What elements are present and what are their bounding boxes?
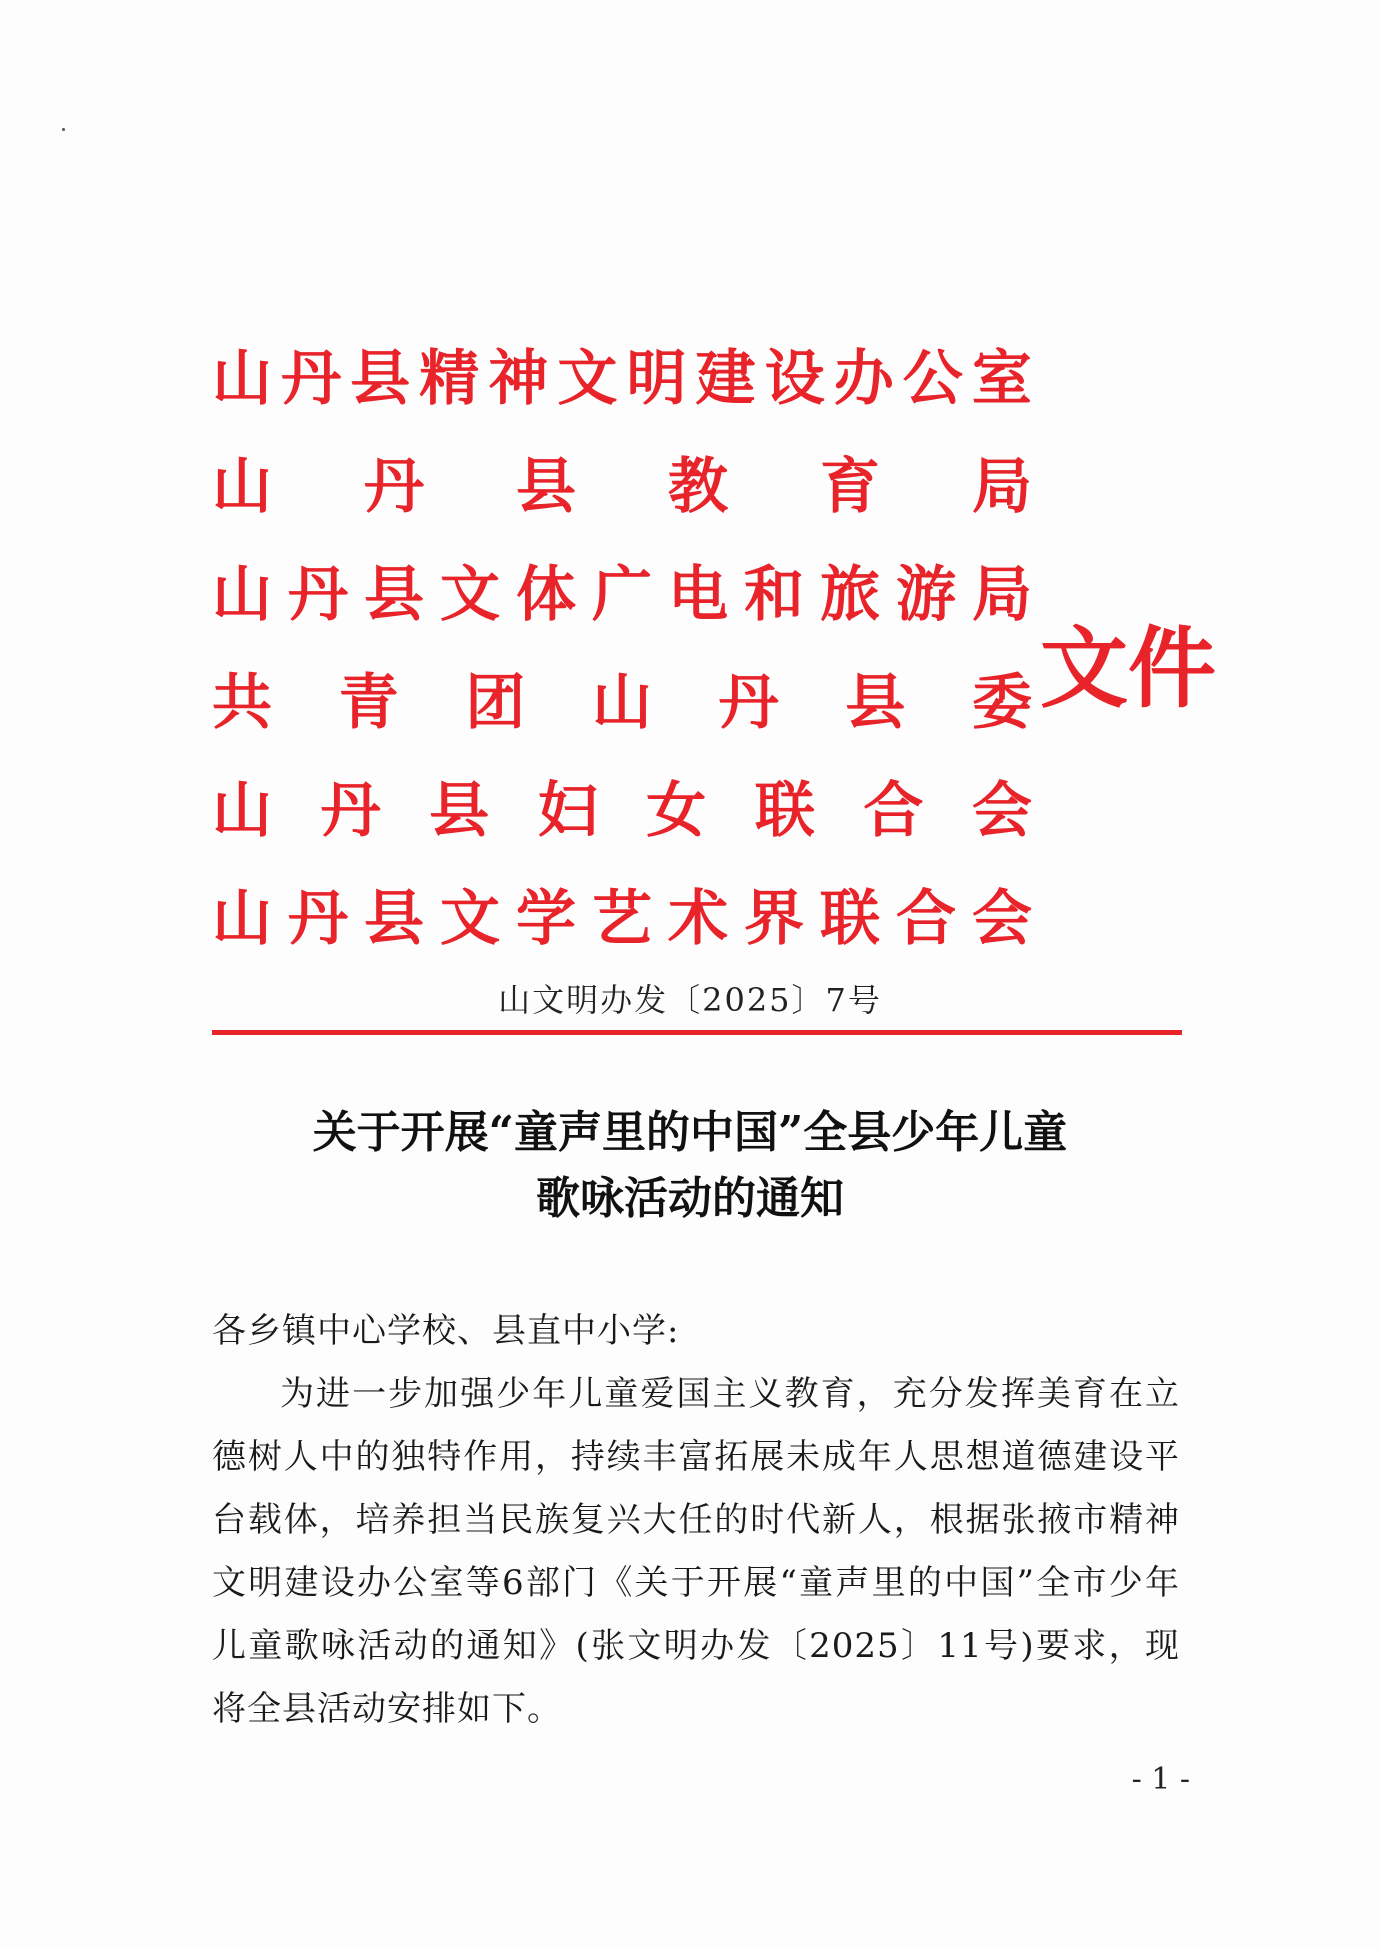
issuer-char: 联 [820,884,880,954]
issuer-char: 县 [429,776,490,846]
issuer-header [212,325,1032,973]
issuer-char: 山 [591,668,652,738]
issuer-line-6 [212,865,1032,973]
issuer-char: 县 [350,344,411,414]
issuer-char: 山 [212,776,272,846]
issuer-char: 术 [668,884,728,954]
issuer-char: 山 [212,884,272,954]
issuer-char: 青 [338,668,399,738]
issuer-char: 学 [516,884,576,954]
issuer-char: 县 [845,668,906,738]
issuer-char: 办 [833,344,894,414]
issuer-char: 会 [971,776,1032,846]
issuer-char: 丹 [364,452,424,522]
issuer-char: 精 [419,344,480,414]
document-type-label: 文件 [1040,616,1217,720]
issuer-char: 局 [972,560,1032,630]
issuer-char: 游 [896,560,956,630]
issuer-char: 合 [863,776,924,846]
title-line-1: 关于开展“童声里的中国”全县少年儿童 [312,1107,1068,1158]
issuer-line-3 [212,541,1032,649]
document-number: 山文明办发〔2025〕7号 [498,981,882,1019]
issuer-char: 县 [364,560,424,630]
issuer-char: 会 [972,884,1032,954]
scan-speck [62,128,65,131]
issuer-char: 育 [820,452,880,522]
issuer-char: 丹 [281,344,342,414]
issuer-char: 体 [516,560,576,630]
issuer-char: 丹 [718,668,779,738]
issuer-char: 文 [557,344,618,414]
issuer-line-1 [212,325,1032,433]
issuer-char: 县 [516,452,576,522]
issuer-char: 电 [668,560,728,630]
body-paragraph: 为进一步加强少年儿童爱国主义教育，充分发挥美育在立德树人中的独特作用，持续丰富拓展未成年人思想道德建设平台载体，培养担当民族复兴大任的时代新人，根据张掖市精神文明建设办公室等6部门《关于开展“童声里的中国”全市少年儿童歌咏活动的通知》(张文明办发〔2025〕11号)要求，现将全县活动安排如下。 [212,1374,1180,1729]
red-divider-line [212,1030,1182,1035]
salutation: 各乡镇中心学校、县直中小学: [212,1311,680,1351]
issuer-char: 丹 [288,884,348,954]
issuer-char: 明 [626,344,687,414]
issuer-char: 山 [212,452,272,522]
document-title [0,1100,1380,1232]
issuer-char: 山 [212,344,272,414]
issuer-line-2 [212,433,1032,541]
issuer-char: 团 [465,668,526,738]
issuer-char: 室 [971,344,1032,414]
page-number: - 1 - [1131,1762,1190,1797]
issuer-char: 旅 [820,560,880,630]
issuer-char: 设 [764,344,825,414]
issuer-char: 界 [744,884,804,954]
issuer-line-5 [212,757,1032,865]
issuer-char: 局 [972,452,1032,522]
issuer-char: 公 [902,344,963,414]
title-line-2: 歌咏活动的通知 [536,1173,844,1224]
issuer-char: 文 [440,560,500,630]
document-body [212,1300,1180,1741]
issuer-char: 妇 [537,776,598,846]
issuer-char: 文 [440,884,500,954]
issuer-char: 丹 [320,776,381,846]
issuer-char: 艺 [592,884,652,954]
issuer-char: 丹 [288,560,348,630]
issuer-char: 委 [971,668,1032,738]
issuer-char: 女 [646,776,707,846]
issuer-char: 建 [695,344,756,414]
issuer-char: 联 [754,776,815,846]
issuer-char: 合 [896,884,956,954]
issuer-char: 县 [364,884,424,954]
issuer-char: 山 [212,560,272,630]
issuer-line-4 [212,649,1032,757]
issuer-char: 共 [212,668,272,738]
issuer-char: 和 [744,560,804,630]
issuer-char: 教 [668,452,728,522]
issuer-char: 神 [488,344,549,414]
issuer-char: 广 [592,560,652,630]
